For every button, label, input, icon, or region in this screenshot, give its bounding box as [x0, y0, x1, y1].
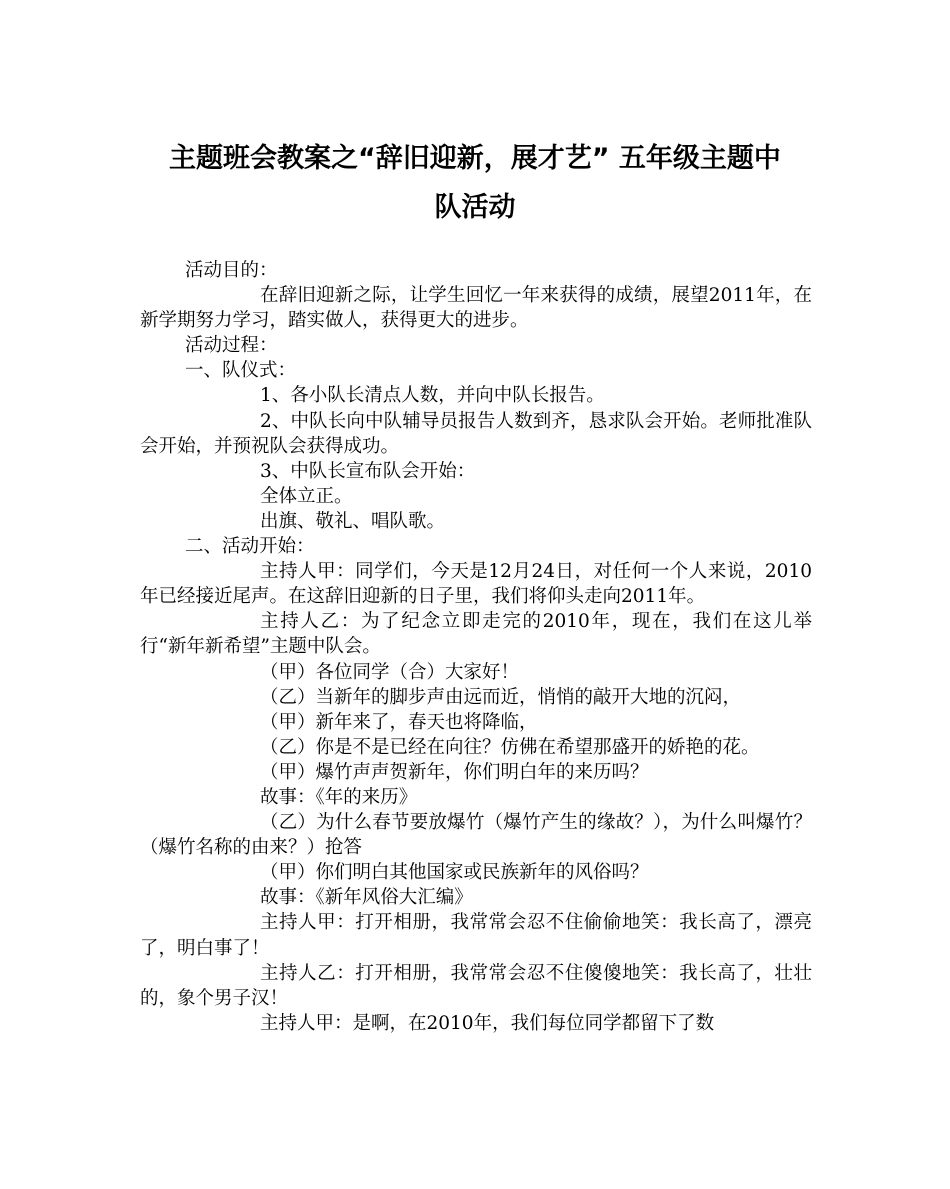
section2-heading: 二、活动开始：	[185, 536, 315, 558]
line-b-flower: （乙）你是不是已经在向往？仿佛在希望那盛开的娇艳的花。	[260, 736, 760, 758]
goal-paragraph: 在辞旧迎新之际，让学生回忆一年来获得的成绩，展望2011年，在新学期努力学习，踏实做人，获得更大的进步。	[140, 285, 812, 332]
host-a-paragraph-2: 主持人甲：打开相册，我常常会忍不住偷偷地笑：我长高了，漂亮了，明白事了！	[140, 912, 812, 959]
document-title-line2: 队活动	[434, 192, 516, 223]
line-a-customs: （甲）你们明白其他国家或民族新年的风俗吗？	[260, 862, 649, 884]
story-2: 故事：《新年风俗大汇编》	[260, 887, 473, 909]
host-b-paragraph-2: 主持人乙：打开相册，我常常会忍不住傻傻地笑：我长高了，壮壮的，象个男子汉！	[140, 962, 812, 1009]
host-a-paragraph-1: 主持人甲：同学们，今天是12月24日，对任何一个人来说，2010年已经接近尾声。在这辞旧迎新的日子里，我们将仰头走向2011年。	[140, 561, 812, 608]
host-b-paragraph-1: 主持人乙：为了纪念立即走完的2010年，现在，我们在这儿举行“新年新希望”主题中队会。	[140, 611, 812, 658]
section1-heading: 一、队仪式：	[185, 360, 297, 382]
line-a-firecracker: （甲）爆竹声声贺新年，你们明白年的来历吗？	[260, 761, 649, 783]
story-1: 故事：《年的来历》	[260, 786, 418, 808]
section1-flag: 出旗、敬礼、唱队歌。	[260, 510, 446, 532]
goal-heading: 活动目的：	[185, 260, 278, 281]
section1-stand: 全体立正。	[260, 485, 353, 507]
line-b-steps: （乙）当新年的脚步声由远而近，悄悄的敲开大地的沉闷，	[260, 686, 742, 708]
process-heading: 活动过程：	[185, 335, 278, 357]
line-a-greet: （甲）各位同学（合）大家好！	[260, 661, 520, 683]
line-a-spring: （甲）新年来了，春天也将降临，	[260, 711, 538, 733]
host-a-paragraph-3: 主持人甲：是啊，在2010年，我们每位同学都留下了数	[260, 1012, 715, 1034]
document-title-line1: 主题班会教案之“辞旧迎新，展才艺” 五年级主题中	[169, 143, 781, 174]
section1-item1: 1、各小队长清点人数，并向中队长报告。	[260, 385, 605, 407]
section1-item2: 2、中队长向中队辅导员报告人数到齐，恳求队会开始。老师批准队会开始，并预祝队会获得成功。	[140, 410, 812, 457]
section1-item3: 3、中队长宣布队会开始：	[260, 460, 476, 482]
document-body	[140, 258, 812, 1036]
line-b-why: （乙）为什么春节要放爆竹（爆竹产生的缘故？），为什么叫爆竹？（爆竹名称的由来？）抢答	[140, 812, 812, 859]
